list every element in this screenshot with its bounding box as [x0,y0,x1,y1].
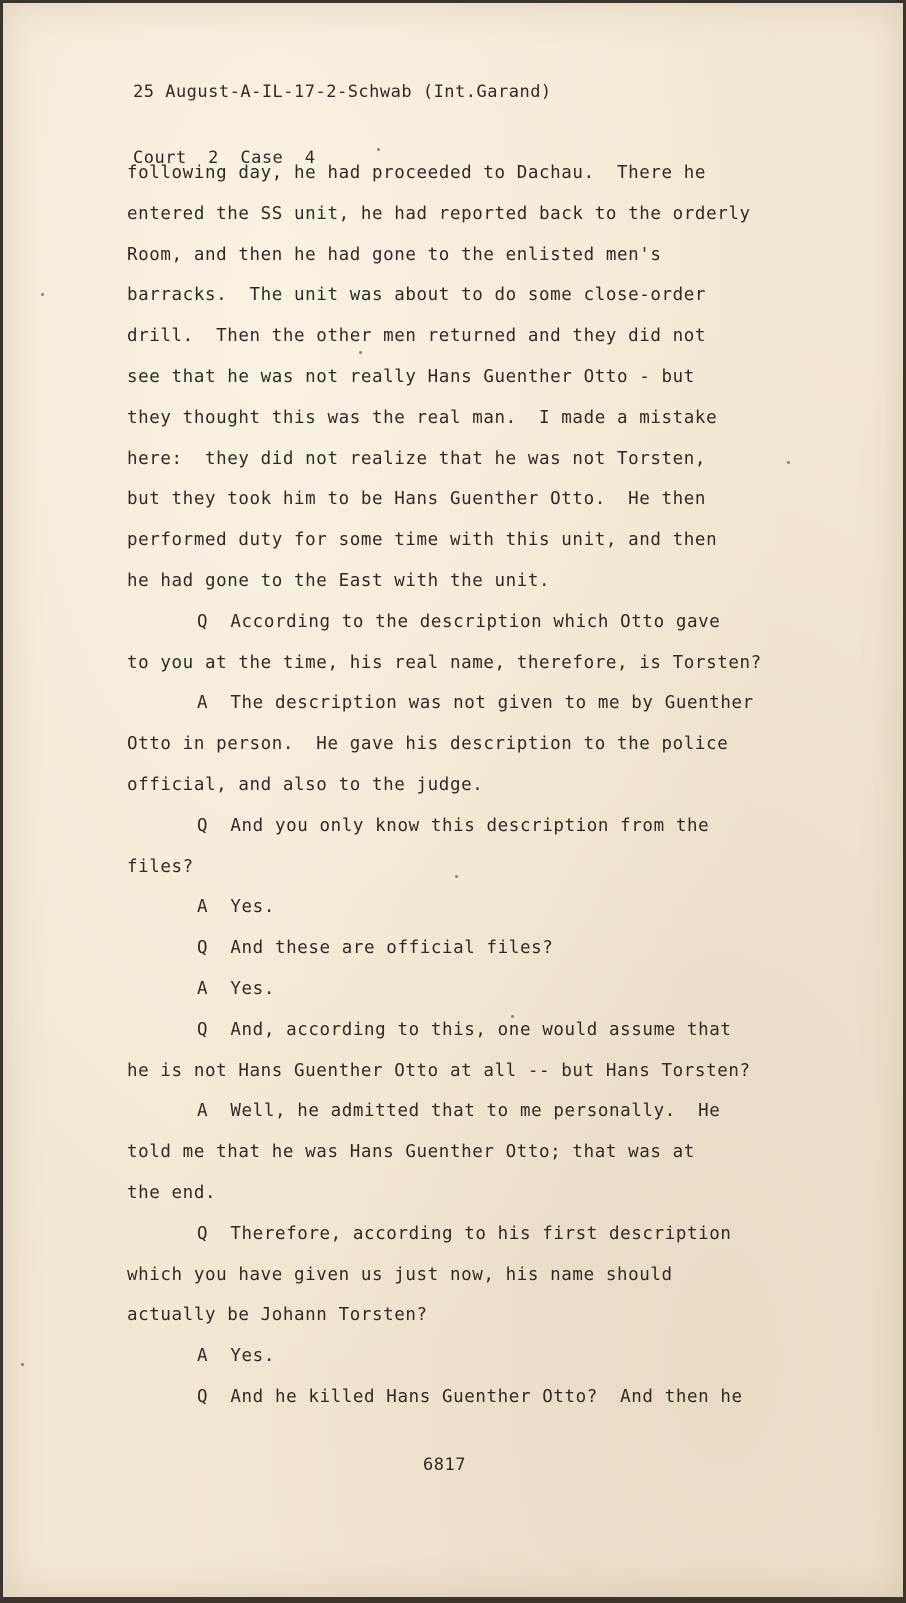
question-line: Q And these are official files? [197,938,554,959]
transcript-line: barracks. The unit was about to do some close-order [127,285,707,306]
ink-speck [41,293,44,296]
ink-speck [359,351,362,354]
transcript-line: he is not Hans Guenther Otto at all -- but Hans Torsten? [127,1060,751,1081]
answer-line: A Yes. [197,897,275,918]
answer-line: A Yes. [197,1346,275,1367]
ink-speck [511,1015,514,1018]
ink-speck [377,148,380,151]
transcript-line: see that he was not really Hans Guenther Otto - but [127,366,695,387]
header-session-line: 25 August-A-IL-17-2-Schwab (Int.Garand) [133,82,552,102]
page-number: 6817 [423,1455,466,1475]
transcript-line: drill. Then the other men returned and they did not [127,326,707,347]
transcript-line: to you at the time, his real name, therefore, is Torsten? [127,652,762,673]
question-line: Q According to the description which Otto gave [197,611,721,632]
answer-line: A The description was not given to me by Guenther [197,693,754,714]
transcript-line: Room, and then he had gone to the enlisted men's [127,244,662,265]
transcript-line: he had gone to the East with the unit. [127,570,551,591]
transcript-line: official, and also to the judge. [127,774,484,795]
transcript-line: here: they did not realize that he was not Torsten, [127,448,707,469]
transcript-line: the end. [127,1182,217,1203]
transcript-line: performed duty for some time with this unit, and then [127,530,718,551]
transcript-line: which you have given us just now, his name should [127,1264,673,1285]
transcript-line: but they took him to be Hans Guenther Otto. He then [127,489,707,510]
question-line: Q And you only know this description from the [197,815,710,836]
question-line: Q Therefore, according to his first description [197,1223,732,1244]
transcript-line: following day, he had proceeded to Dachau. There he [127,163,707,183]
question-line: Q And, according to this, one would assume that [197,1019,732,1040]
transcript-line: Otto in person. He gave his description to the police [127,734,729,755]
document-page [3,3,903,1597]
transcript-line: files? [127,856,194,877]
transcript-line: actually be Johann Torsten? [127,1305,428,1326]
transcript-line: told me that he was Hans Guenther Otto; that was at [127,1142,695,1163]
answer-line: A Yes. [197,978,275,999]
ink-speck [787,461,790,464]
ink-speck [21,1363,24,1366]
ink-speck [455,875,458,878]
question-line: Q And he killed Hans Guenther Otto? And then he [197,1386,743,1407]
transcript-body [127,158,847,1423]
transcript-line: entered the SS unit, he had reported back to the orderly [127,203,751,224]
answer-line: A Well, he admitted that to me personally. He [197,1101,721,1122]
header-court-case-line: Court 2 Case 4 [133,148,316,168]
transcript-line: they thought this was the real man. I made a mistake [127,407,718,428]
